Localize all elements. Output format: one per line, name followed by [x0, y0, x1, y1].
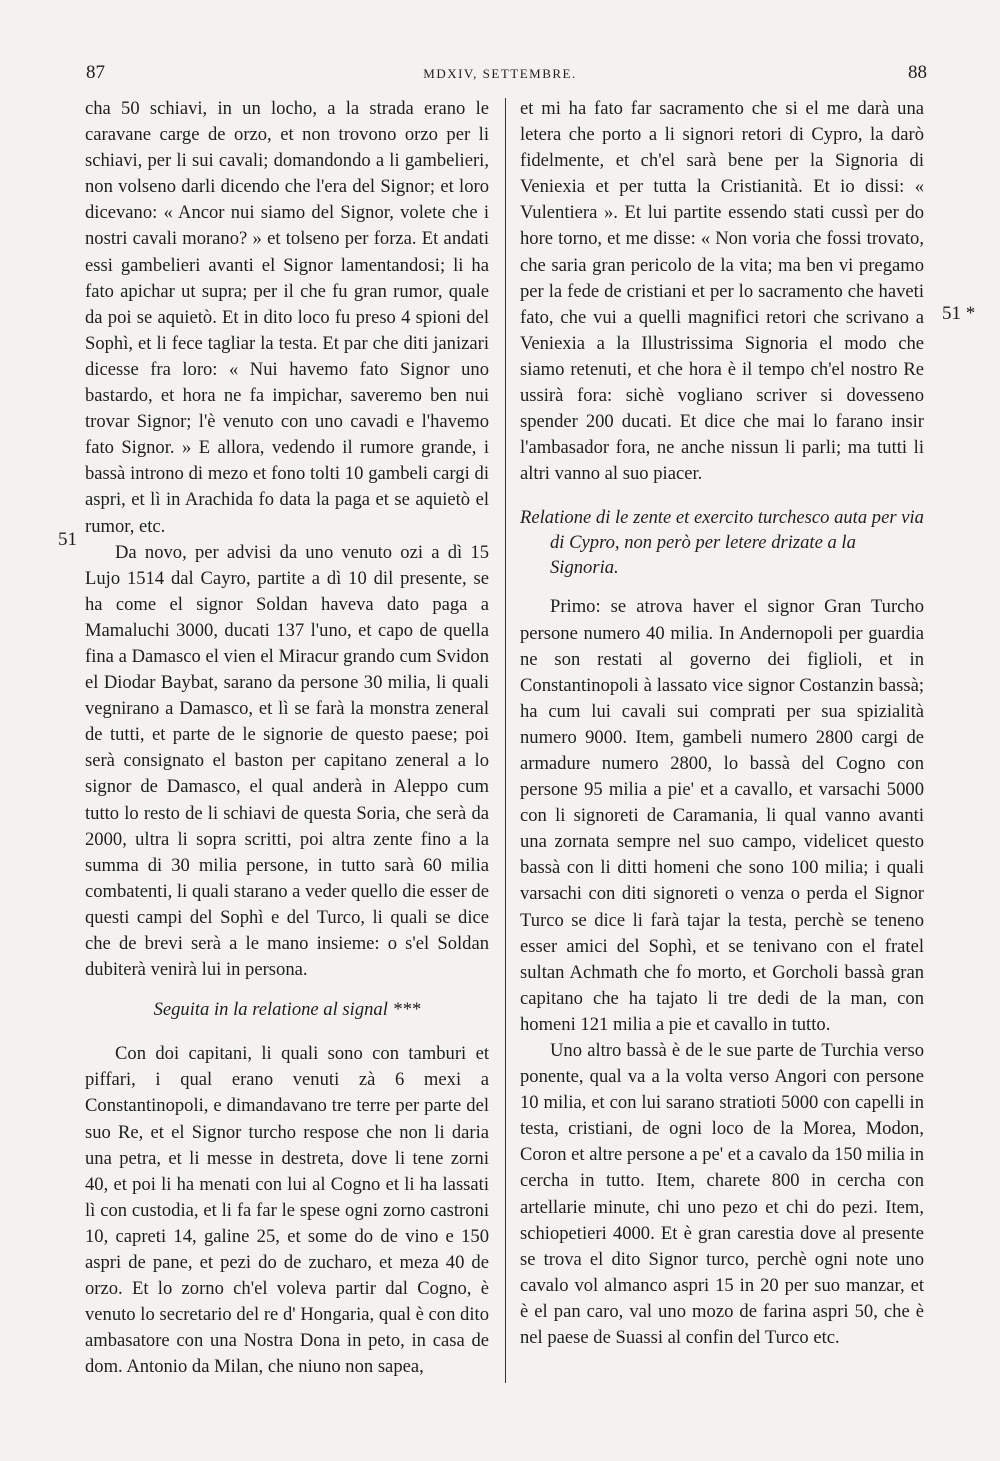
- paragraph: et mi ha fato far sacramento che si el me darà una letera che porto a li signori retori di Cypro, la darò fidelmente, et ch'el sarà bene per la Signoria di Veniexia et per tutta la Cristianità. Et io dissi: « Vulentiera ». Et lui partite essendo stati cussì per do hore torno, et me disse: « Non voria che fossi trovato, che saria gran pericolo de la vita; ma ben vi pregamo per la fede de cristiani et per lo sacramento che haveti fato, che vui a quelli magnifici retori che scrivano a Veniexia a la Illustrissima Signoria el modo che siamo retenuti, et che hora è il tempo ch'el nostro Re ussirà fora: sichè vogliano scriver si dovesseno spender 200 ducati. Et dice che mai lo farano insir l'ambasador fora, ne anche nissun li parli; ma tutti li altri vanno al suo piacer.: [520, 98, 924, 485]
- paragraph: Uno altro bassà è de le sue parte de Turchia verso ponente, qual va a la volta verso Angori con persone 10 milia, et con lui sarano stratioti 5000 con capelli in testa, cristiani, de ogni loco de la Morea, Modon, Coron et altre persone a pe' et a cavalo da 150 milia in cercha in tutto. Item, charete 800 in cercha con artellarie minute, chi uno pezo et chi do pezi. Item, schiopetieri 4000. Et è gran carestia dove al presente se trova el dito Signor turco, perchè ogni note uno cavalo vol almanco aspri 15 in 20 per suo manzar, et è el pan caro, val uno mozo de farina aspri 50, che è nel paese de Suassi al confin del Turco etc.: [520, 1040, 924, 1349]
- right-page-number: 88: [908, 62, 927, 83]
- section-heading: Relatione di le zente et exercito turchesco auta per via di Cypro, non però per letere drizate a la Signoria.: [520, 507, 924, 579]
- right-margin-number: 51 *: [942, 303, 976, 324]
- left-page-number: 87: [86, 62, 105, 83]
- running-title: MDXIV, SETTEMBRE.: [423, 66, 577, 81]
- left-column: [85, 96, 489, 1381]
- paragraph: Con doi capitani, li quali sono con tamburi et piffari, i qual erano venuti zà 6 mexi a Constantinopoli, e dimandavano tre terre per parte del suo Re, et el Signor turcho respose che non li daria una petra, et li messe in destreta, dove li tene zorni 40, et poi li ha menati con lui al Cogno et li ha lassati lì con custodia, et li fa far le spese ogni zorno castroni 10, capreti 14, galine 25, et some do de vino e 150 aspri de pane, et pezi do de zucharo, et meza 40 de orzo. Et lo zorno ch'el voleva partir dal Cogno, è venuto lo secretario del re d' Hongaria, qual è con dito ambasatore con una Nostra Dona in peto, in casa de dom. Antonio da Milan, che niuno non sapea,: [85, 1043, 489, 1378]
- right-column: [520, 96, 924, 1351]
- left-margin-number: 51: [58, 529, 77, 550]
- paragraph: Da novo, per advisi da uno venuto ozi a dì 15 Lujo 1514 dal Cayro, partite a dì 10 dil presente, se ha come el signor Soldan haveva dato paga a Mamaluchi 3000, ducati 137 l'uno, et capo de quella fina a Damasco el vien el Miracur grando cum Svidon el Diodar Baybat, sarano da persone 30 milia, li quali vegnirano a Damasco, et lì se farà la monstra zeneral de tutti, et parte de le signorie de questo paese; poi serà consignato el baston per capitano zeneral a lo signor de Damasco, el qual anderà in Aleppo cum tutto lo resto de li schiavi de questa Soria, che serà da 2000, ultra li sopra scritti, poi altra zente fino a la summa di 30 milia persone, in tutto sarà 60 milia combatenti, li quali starano a veder quello die esser de questi campi del Sophì e del Turco, li quali se dice che de brevi serà a le mano insieme: o s'el Soldan dubiterà venirà lui in persona.: [85, 541, 489, 981]
- paragraph: cha 50 schiavi, in un locho, a la strada erano le caravane carge de orzo, et non trovono orzo per li schiavi, per li sui cavali; domandondo a li gambelieri, non volseno darli dicendo che l'era del Signor; et loro dicevano: « Ancor nui siamo del Signor, volete che i nostri cavali morano? » et tolseno per forza. Et andati essi gambelieri avanti el Signor lamentandosi; li ha fato apichar ut supra; per il che fu gran rumor, quale da poi se aquietò. Et in dito loco fu preso 4 spioni del Sophì, et li fece tagliar la testa. Et par che diti janizari dicesse fra loro: « Nui havemo fato Signor uno bastardo, et hora ne fa impichar, saveremo ben nui trovar Signor; l'è venuto con uno cavadi e l'havemo fato Signor. » E allora, vedendo il rumore grande, i bassà introno di mezo et fono tolti 10 gambeli cargi di aspri, et lì in Arachida fo data la paga et se aquietò el rumor, etc.: [85, 98, 489, 537]
- section-heading: Seguita in la relatione al signal ***: [153, 999, 421, 1021]
- column-divider: [505, 98, 506, 1383]
- paragraph: Primo: se atrova haver el signor Gran Turcho persone numero 40 milia. In Andernopoli per guardia ne son restati al governo dei figlioli, et in Constantinopoli à lassato vice signor Costanzin bassà; ha cum lui cavali sui comprati per sua spizialità numero 9000. Item, gambeli numero 2800 cargi de armadure numero 2800, lo bassà del Cogno con persone 95 milia a pie' et a cavallo, et varsachi 5000 con li signoreti de Caramania, li qual vanno avanti una zornata sempre nel suo campo, videlicet questo bassà con li ditti homeni che sono 100 milia; i quali varsachi con diti signoreti o venza o perda el Signor Turco se dice li farà tajar la testa, perchè se teneno esser amici del Sophì, et se tenivano con el fratel sultan Achmath che fo morto, et Gorcholi bassà gran capitano che ha tajato li tre dedi de la man, con homeni 121 milia a pie et cavallo in tutto.: [520, 596, 924, 1035]
